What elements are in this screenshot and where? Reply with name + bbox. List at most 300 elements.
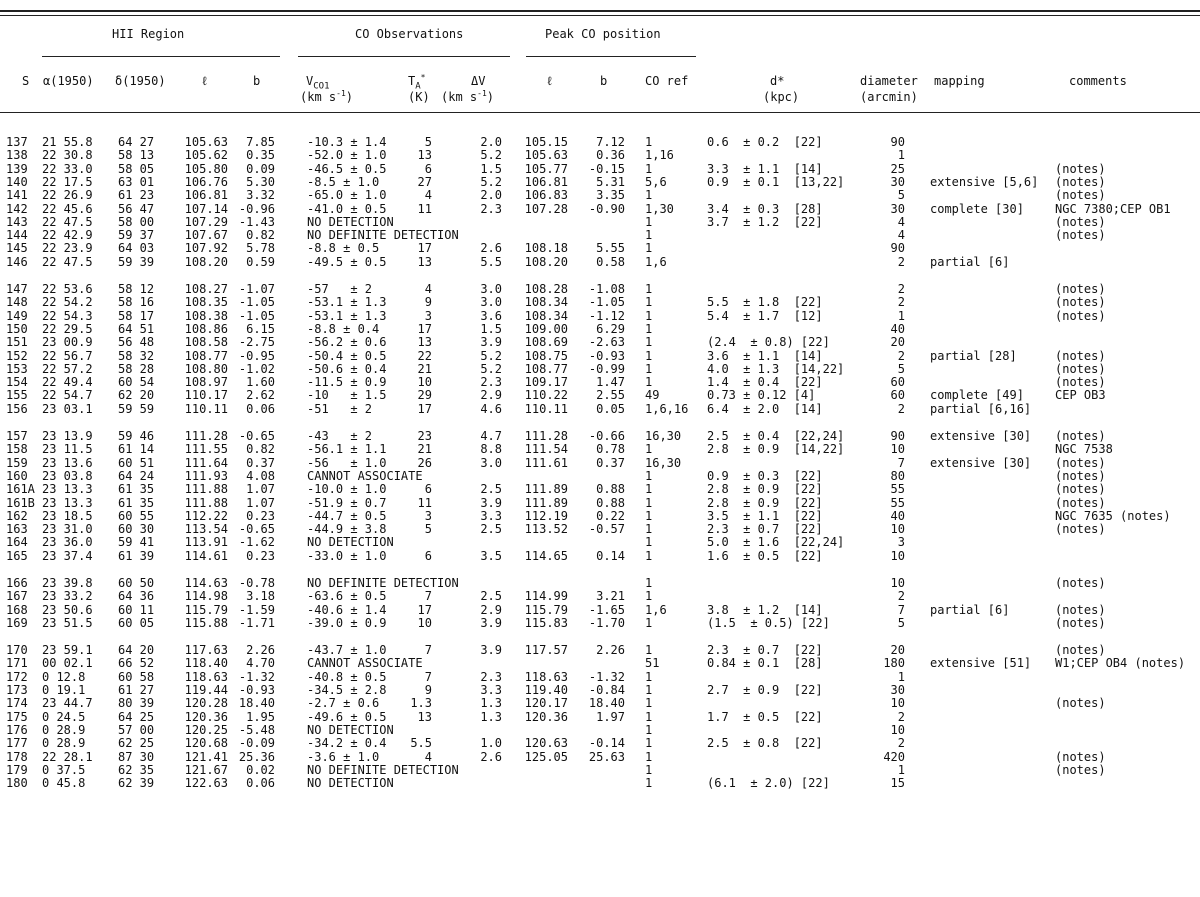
cell-vco: -44.7 ± 0.5 — [307, 509, 387, 523]
cell-dec: 58 28 — [118, 362, 155, 376]
cell-comments: (notes) — [1055, 482, 1106, 496]
cell-dec: 64 27 — [118, 135, 155, 149]
cell-b: -1.07 — [238, 282, 275, 296]
cell-diameter: 4 — [897, 228, 905, 242]
cell-l: 108.38 — [184, 309, 228, 323]
cell-ra: 0 28.9 — [42, 723, 86, 737]
cell-co-ref: 1 — [645, 241, 653, 255]
cell-distance: (1.5 ± 0.5) [22] — [707, 616, 830, 630]
cell-co-ref: 1 — [645, 215, 653, 229]
cell-ra: 23 59.1 — [42, 643, 93, 657]
col-header-vco-unit — [300, 90, 353, 104]
cell-peak-b: -1.70 — [588, 616, 625, 630]
cell-ta: 3 — [424, 509, 432, 523]
cell-vco: NO DEFINITE DETECTION — [307, 228, 459, 242]
cell-l: 111.55 — [184, 442, 228, 456]
cell-b: 2.26 — [246, 643, 275, 657]
cell-ra: 22 33.0 — [42, 162, 93, 176]
cell-dec: 61 23 — [118, 188, 155, 202]
cell-dec: 58 32 — [118, 349, 155, 363]
cell-vco: -46.5 ± 0.5 — [307, 162, 387, 176]
cell-l: 115.88 — [184, 616, 228, 630]
cell-ta: 27 — [417, 175, 432, 189]
cell-b: 0.02 — [246, 763, 275, 777]
cell-dec: 64 24 — [118, 469, 155, 483]
cell-dec: 64 25 — [118, 710, 155, 724]
cell-co-ref: 1 — [645, 496, 653, 510]
cell-source: 141 — [6, 188, 28, 202]
cell-dv: 1.3 — [480, 710, 502, 724]
ta-star: * — [420, 73, 426, 82]
cell-peak-b: 0.78 — [596, 442, 625, 456]
vco-unit-sup: -1 — [336, 89, 346, 98]
cell-dec: 60 54 — [118, 375, 155, 389]
col-header-delta: δ(1950) — [115, 74, 166, 88]
cell-co-ref: 1 — [645, 349, 653, 363]
cell-dec: 62 25 — [118, 736, 155, 750]
col-header-l: ℓ — [201, 74, 209, 88]
cell-distance: 5.0 ± 1.6 [22,24] — [707, 535, 845, 549]
cell-diameter: 10 — [890, 549, 905, 563]
vco-label: V — [306, 74, 314, 88]
cell-source: 154 — [6, 375, 28, 389]
dv-unit-close: ) — [486, 90, 494, 104]
cell-dv: 5.2 — [480, 349, 502, 363]
cell-distance: 2.8 ± 0.9 [22] — [707, 482, 823, 496]
cell-peak-b: 0.22 — [596, 509, 625, 523]
cell-dec: 62 39 — [118, 776, 155, 790]
cell-ra: 22 57.2 — [42, 362, 93, 376]
cell-co-ref: 1 — [645, 616, 653, 630]
cell-comments: (notes) — [1055, 576, 1106, 590]
cell-vco: NO DETECTION — [307, 535, 394, 549]
cell-comments: (notes) — [1055, 215, 1106, 229]
cell-l: 107.67 — [184, 228, 228, 242]
cell-peak-b: -0.14 — [588, 736, 625, 750]
cell-peak-b: -1.65 — [588, 603, 625, 617]
cell-diameter: 90 — [890, 135, 905, 149]
cell-ta: 10 — [417, 375, 432, 389]
cell-l: 120.25 — [184, 723, 228, 737]
cell-peak-l: 111.61 — [524, 456, 568, 470]
cell-co-ref: 5,6 — [645, 175, 667, 189]
cell-source: 159 — [6, 456, 28, 470]
cell-comments: (notes) — [1055, 750, 1106, 764]
cell-distance: 5.5 ± 1.8 [22] — [707, 295, 823, 309]
cell-distance: 3.8 ± 1.2 [14] — [707, 603, 823, 617]
cell-l: 107.92 — [184, 241, 228, 255]
cell-b: 1.95 — [246, 710, 275, 724]
col-header-dv: ΔV — [471, 74, 486, 88]
cell-vco: -63.6 ± 0.5 — [307, 589, 387, 603]
cell-co-ref: 1 — [645, 282, 653, 296]
cell-peak-b: 5.55 — [596, 241, 625, 255]
cell-ra: 23 37.4 — [42, 549, 93, 563]
cell-distance: 2.3 ± 0.7 [22] — [707, 522, 823, 536]
cell-distance: 0.6 ± 0.2 [22] — [707, 135, 823, 149]
cell-ra: 0 19.1 — [42, 683, 86, 697]
cell-diameter: 5 — [897, 362, 905, 376]
cell-ra: 0 37.5 — [42, 763, 86, 777]
cell-peak-l: 107.28 — [524, 202, 568, 216]
cell-comments: (notes) — [1055, 362, 1106, 376]
cell-ra: 23 11.5 — [42, 442, 93, 456]
cell-dec: 60 30 — [118, 522, 155, 536]
cell-diameter: 2 — [897, 710, 905, 724]
col-header-s: S — [22, 74, 30, 88]
cell-peak-b: 0.05 — [596, 402, 625, 416]
cell-b: 0.35 — [246, 148, 275, 162]
cell-source: 163 — [6, 522, 28, 536]
cell-l: 111.88 — [184, 482, 228, 496]
cell-peak-b: 25.63 — [588, 750, 625, 764]
cell-peak-b: -0.66 — [588, 429, 625, 443]
cell-ra: 0 28.9 — [42, 736, 86, 750]
cell-co-ref: 1 — [645, 188, 653, 202]
cell-dv: 5.2 — [480, 362, 502, 376]
cell-distance: 3.6 ± 1.1 [14] — [707, 349, 823, 363]
cell-co-ref: 1 — [645, 535, 653, 549]
cell-distance: 1.6 ± 0.5 [22] — [707, 549, 823, 563]
cell-co-ref: 1 — [645, 683, 653, 697]
cell-dec: 59 41 — [118, 535, 155, 549]
cell-diameter: 80 — [890, 469, 905, 483]
cell-peak-l: 105.77 — [524, 162, 568, 176]
cell-dv: 4.6 — [480, 402, 502, 416]
cell-peak-l: 110.11 — [524, 402, 568, 416]
cell-vco: -51 ± 2 — [307, 402, 373, 416]
cell-co-ref: 1,6 — [645, 255, 667, 269]
group-header-hii-region: HII Region — [112, 27, 185, 41]
cell-distance: 2.5 ± 0.8 [22] — [707, 736, 823, 750]
cell-dv: 3.3 — [480, 509, 502, 523]
cell-ta: 13 — [417, 335, 432, 349]
cell-b: 6.15 — [246, 322, 275, 336]
cell-vco: -56.1 ± 1.1 — [307, 442, 387, 456]
cell-source: 150 — [6, 322, 28, 336]
cell-vco: NO DEFINITE DETECTION — [307, 576, 459, 590]
cell-b: -2.75 — [238, 335, 275, 349]
cell-b: -1.62 — [238, 535, 275, 549]
cell-peak-l: 120.36 — [524, 710, 568, 724]
group-underline-hii — [42, 56, 280, 57]
cell-distance: 3.3 ± 1.1 [14] — [707, 162, 823, 176]
cell-diameter: 2 — [897, 349, 905, 363]
cell-l: 108.97 — [184, 375, 228, 389]
cell-distance: (2.4 ± 0.8) [22] — [707, 335, 830, 349]
cell-peak-l: 115.83 — [524, 616, 568, 630]
cell-co-ref: 1 — [645, 295, 653, 309]
cell-co-ref: 1 — [645, 335, 653, 349]
cell-source: 139 — [6, 162, 28, 176]
cell-source: 157 — [6, 429, 28, 443]
cell-peak-b: -1.32 — [588, 670, 625, 684]
cell-comments: (notes) — [1055, 696, 1106, 710]
cell-dv: 2.5 — [480, 482, 502, 496]
cell-peak-b: 0.88 — [596, 496, 625, 510]
cell-comments: (notes) — [1055, 349, 1106, 363]
cell-b: -0.65 — [238, 522, 275, 536]
cell-source: 170 — [6, 643, 28, 657]
cell-co-ref: 1 — [645, 736, 653, 750]
cell-vco: -11.5 ± 0.9 — [307, 375, 387, 389]
cell-co-ref: 16,30 — [645, 456, 682, 470]
cell-comments: (notes) — [1055, 469, 1106, 483]
cell-source: 155 — [6, 388, 28, 402]
cell-source: 143 — [6, 215, 28, 229]
cell-l: 117.63 — [184, 643, 228, 657]
cell-peak-b: -1.08 — [588, 282, 625, 296]
cell-vco: -49.5 ± 0.5 — [307, 255, 387, 269]
cell-diameter: 55 — [890, 482, 905, 496]
cell-source: 151 — [6, 335, 28, 349]
cell-dec: 66 52 — [118, 656, 155, 670]
cell-comments: NGC 7635 (notes) — [1055, 509, 1171, 523]
cell-source: 148 — [6, 295, 28, 309]
cell-dec: 61 35 — [118, 496, 155, 510]
cell-source: 138 — [6, 148, 28, 162]
cell-vco: -50.4 ± 0.5 — [307, 349, 387, 363]
cell-diameter: 10 — [890, 442, 905, 456]
cell-mapping: extensive [5,6] — [930, 175, 1039, 189]
cell-source: 164 — [6, 535, 28, 549]
cell-distance: (6.1 ± 2.0) [22] — [707, 776, 830, 790]
cell-b: 7.85 — [246, 135, 275, 149]
cell-peak-b: -0.90 — [588, 202, 625, 216]
cell-ra: 23 13.3 — [42, 496, 93, 510]
cell-source: 145 — [6, 241, 28, 255]
cell-co-ref: 1 — [645, 670, 653, 684]
cell-dec: 61 39 — [118, 549, 155, 563]
cell-comments: (notes) — [1055, 188, 1106, 202]
cell-distance: 3.5 ± 1.1 [22] — [707, 509, 823, 523]
cell-ta: 6 — [424, 162, 432, 176]
cell-b: -0.95 — [238, 349, 275, 363]
cell-co-ref: 1 — [645, 469, 653, 483]
cell-dec: 64 36 — [118, 589, 155, 603]
cell-ta: 4 — [424, 188, 432, 202]
cell-ra: 22 54.7 — [42, 388, 93, 402]
cell-l: 105.62 — [184, 148, 228, 162]
cell-co-ref: 1 — [645, 763, 653, 777]
cell-diameter: 30 — [890, 683, 905, 697]
cell-l: 106.81 — [184, 188, 228, 202]
cell-ra: 22 42.9 — [42, 228, 93, 242]
cell-l: 106.76 — [184, 175, 228, 189]
cell-peak-l: 120.63 — [524, 736, 568, 750]
cell-mapping: complete [49] — [930, 388, 1024, 402]
cell-dv: 8.8 — [480, 442, 502, 456]
cell-ta: 9 — [424, 295, 432, 309]
cell-dv: 5.2 — [480, 175, 502, 189]
cell-ra: 21 55.8 — [42, 135, 93, 149]
cell-source: 173 — [6, 683, 28, 697]
col-header-dv-unit — [441, 90, 494, 104]
cell-diameter: 2 — [897, 589, 905, 603]
cell-source: 142 — [6, 202, 28, 216]
cell-co-ref: 1 — [645, 750, 653, 764]
cell-comments: CEP OB3 — [1055, 388, 1106, 402]
cell-diameter: 1 — [897, 148, 905, 162]
cell-peak-l: 119.40 — [524, 683, 568, 697]
cell-l: 112.22 — [184, 509, 228, 523]
cell-dec: 59 59 — [118, 402, 155, 416]
vco-sub: CO1 — [313, 81, 330, 92]
cell-co-ref: 16,30 — [645, 429, 682, 443]
cell-ta: 4 — [424, 750, 432, 764]
cell-mapping: partial [28] — [930, 349, 1017, 363]
cell-vco: -10.3 ± 1.4 — [307, 135, 387, 149]
cell-source: 168 — [6, 603, 28, 617]
cell-ta: 17 — [417, 241, 432, 255]
cell-diameter: 2 — [897, 736, 905, 750]
cell-peak-l: 105.15 — [524, 135, 568, 149]
cell-dv: 1.5 — [480, 162, 502, 176]
cell-dec: 60 55 — [118, 509, 155, 523]
cell-diameter: 1 — [897, 763, 905, 777]
cell-dec: 64 20 — [118, 643, 155, 657]
cell-dec: 57 00 — [118, 723, 155, 737]
cell-l: 108.80 — [184, 362, 228, 376]
cell-ta: 26 — [417, 456, 432, 470]
cell-diameter: 1 — [897, 309, 905, 323]
cell-peak-l: 120.17 — [524, 696, 568, 710]
cell-dec: 62 20 — [118, 388, 155, 402]
cell-peak-b: -2.63 — [588, 335, 625, 349]
cell-peak-l: 105.63 — [524, 148, 568, 162]
cell-l: 118.63 — [184, 670, 228, 684]
cell-peak-b: -0.99 — [588, 362, 625, 376]
cell-ra: 22 47.5 — [42, 215, 93, 229]
cell-diameter: 30 — [890, 175, 905, 189]
cell-diameter: 90 — [890, 241, 905, 255]
cell-source: 158 — [6, 442, 28, 456]
cell-dv: 2.6 — [480, 750, 502, 764]
cell-vco: -53.1 ± 1.3 — [307, 309, 387, 323]
cell-source: 156 — [6, 402, 28, 416]
cell-co-ref: 1 — [645, 549, 653, 563]
cell-peak-b: -0.15 — [588, 162, 625, 176]
cell-dec: 56 48 — [118, 335, 155, 349]
cell-b: -1.05 — [238, 295, 275, 309]
col-header-peak-l: ℓ — [546, 74, 554, 88]
cell-co-ref: 1 — [645, 723, 653, 737]
cell-co-ref: 1 — [645, 576, 653, 590]
cell-co-ref: 1 — [645, 710, 653, 724]
cell-ta: 23 — [417, 429, 432, 443]
cell-dv: 3.9 — [480, 616, 502, 630]
cell-peak-b: 18.40 — [588, 696, 625, 710]
cell-b: 1.60 — [246, 375, 275, 389]
cell-peak-l: 117.57 — [524, 643, 568, 657]
cell-ra: 23 36.0 — [42, 535, 93, 549]
cell-co-ref: 1 — [645, 309, 653, 323]
cell-vco: -33.0 ± 1.0 — [307, 549, 387, 563]
cell-dv: 1.5 — [480, 322, 502, 336]
cell-diameter: 2 — [897, 295, 905, 309]
cell-ta: 29 — [417, 388, 432, 402]
cell-distance: 1.4 ± 0.4 [22] — [707, 375, 823, 389]
group-underline-peak — [526, 56, 696, 57]
cell-ra: 23 44.7 — [42, 696, 93, 710]
cell-l: 114.61 — [184, 549, 228, 563]
cell-co-ref: 1 — [645, 522, 653, 536]
cell-l: 122.63 — [184, 776, 228, 790]
cell-ta: 7 — [424, 670, 432, 684]
col-header-comments: comments — [1069, 74, 1127, 88]
cell-vco: -52.0 ± 1.0 — [307, 148, 387, 162]
cell-vco: NO DEFINITE DETECTION — [307, 763, 459, 777]
cell-ta: 13 — [417, 148, 432, 162]
cell-peak-l: 108.28 — [524, 282, 568, 296]
cell-comments: (notes) — [1055, 429, 1106, 443]
cell-peak-l: 111.89 — [524, 482, 568, 496]
cell-distance: 3.4 ± 0.3 [28] — [707, 202, 823, 216]
header-bottom-rule — [0, 112, 1200, 113]
cell-mapping: extensive [30] — [930, 429, 1032, 443]
cell-ta: 17 — [417, 603, 432, 617]
cell-ta: 13 — [417, 710, 432, 724]
cell-comments: (notes) — [1055, 228, 1106, 242]
cell-dv: 3.9 — [480, 335, 502, 349]
cell-peak-l: 115.79 — [524, 603, 568, 617]
cell-distance: 2.7 ± 0.9 [22] — [707, 683, 823, 697]
cell-peak-b: -1.05 — [588, 295, 625, 309]
cell-diameter: 20 — [890, 643, 905, 657]
col-header-alpha: α(1950) — [43, 74, 94, 88]
cell-peak-l: 112.19 — [524, 509, 568, 523]
cell-co-ref: 1 — [645, 776, 653, 790]
cell-ta: 5 — [424, 522, 432, 536]
cell-dec: 80 39 — [118, 696, 155, 710]
cell-peak-l: 106.83 — [524, 188, 568, 202]
cell-dec: 63 01 — [118, 175, 155, 189]
cell-source: 169 — [6, 616, 28, 630]
cell-peak-l: 108.77 — [524, 362, 568, 376]
cell-comments: (notes) — [1055, 616, 1106, 630]
cell-source: 137 — [6, 135, 28, 149]
cell-dv: 5.5 — [480, 255, 502, 269]
cell-ra: 0 45.8 — [42, 776, 86, 790]
cell-ra: 22 30.8 — [42, 148, 93, 162]
cell-b: 0.37 — [246, 456, 275, 470]
cell-vco: -57 ± 2 — [307, 282, 373, 296]
cell-comments: (notes) — [1055, 496, 1106, 510]
cell-diameter: 40 — [890, 509, 905, 523]
cell-l: 111.64 — [184, 456, 228, 470]
cell-ra: 22 17.5 — [42, 175, 93, 189]
cell-co-ref: 1,6 — [645, 603, 667, 617]
cell-b: 0.06 — [246, 776, 275, 790]
cell-ta: 7 — [424, 589, 432, 603]
cell-co-ref: 1 — [645, 228, 653, 242]
cell-peak-l: 111.89 — [524, 496, 568, 510]
cell-peak-l: 109.00 — [524, 322, 568, 336]
cell-ra: 22 56.7 — [42, 349, 93, 363]
cell-b: -0.09 — [238, 736, 275, 750]
cell-comments: (notes) — [1055, 162, 1106, 176]
cell-ta: 1.3 — [410, 696, 432, 710]
cell-distance: 2.5 ± 0.4 [22,24] — [707, 429, 845, 443]
cell-ta: 17 — [417, 322, 432, 336]
cell-source: 178 — [6, 750, 28, 764]
cell-ra: 23 51.5 — [42, 616, 93, 630]
cell-diameter: 10 — [890, 696, 905, 710]
cell-distance: 2.8 ± 0.9 [14,22] — [707, 442, 845, 456]
cell-l: 113.91 — [184, 535, 228, 549]
cell-dv: 2.3 — [480, 670, 502, 684]
cell-dec: 64 03 — [118, 241, 155, 255]
